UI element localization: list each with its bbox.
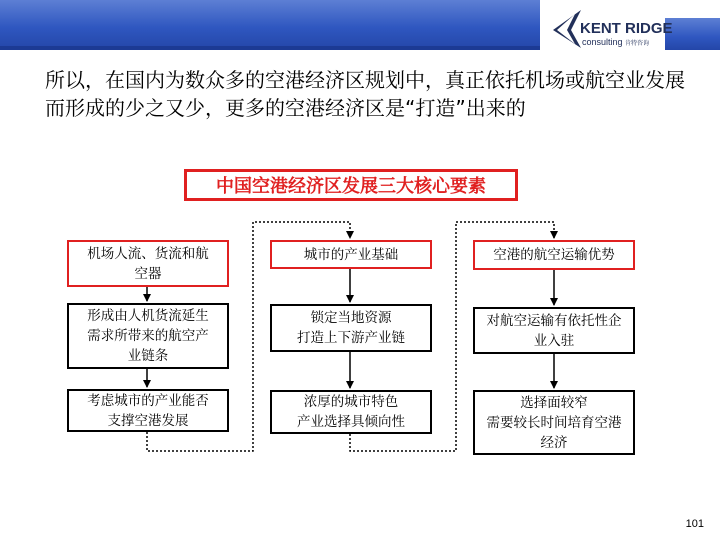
col1-step2-box: 考虑城市的产业能否 支撑空港发展 bbox=[67, 389, 229, 432]
col3-header-box: 空港的航空运输优势 bbox=[473, 240, 635, 270]
col1-step1-box: 形成由人机货流延生 需求所带来的航空产 业链条 bbox=[67, 303, 229, 369]
col2-step2-box: 浓厚的城市特色 产业选择具倾向性 bbox=[270, 390, 432, 434]
page-number: 101 bbox=[685, 518, 704, 530]
diagram-title: 中国空港经济区发展三大核心要素 bbox=[184, 169, 518, 201]
logo-subtext: consulting 肯特咨询 bbox=[582, 37, 650, 47]
col3-step2-box: 选择面较窄 需要较长时间培育空港 经济 bbox=[473, 390, 635, 455]
col1-header-box: 机场人流、货流和航 空器 bbox=[67, 240, 229, 287]
logo-text: KENT RIDGE bbox=[580, 20, 673, 37]
col2-step1-box: 锁定当地资源 打造上下游产业链 bbox=[270, 304, 432, 352]
col3-step1-box: 对航空运输有依托性企 业入驻 bbox=[473, 307, 635, 354]
col2-header-box: 城市的产业基础 bbox=[270, 240, 432, 269]
headline-text: 所以，在国内为数众多的空港经济区规划中，真正依托机场或航空业发展而形成的少之又少，更多的空港经济区是“打造”出来的 bbox=[45, 68, 685, 120]
